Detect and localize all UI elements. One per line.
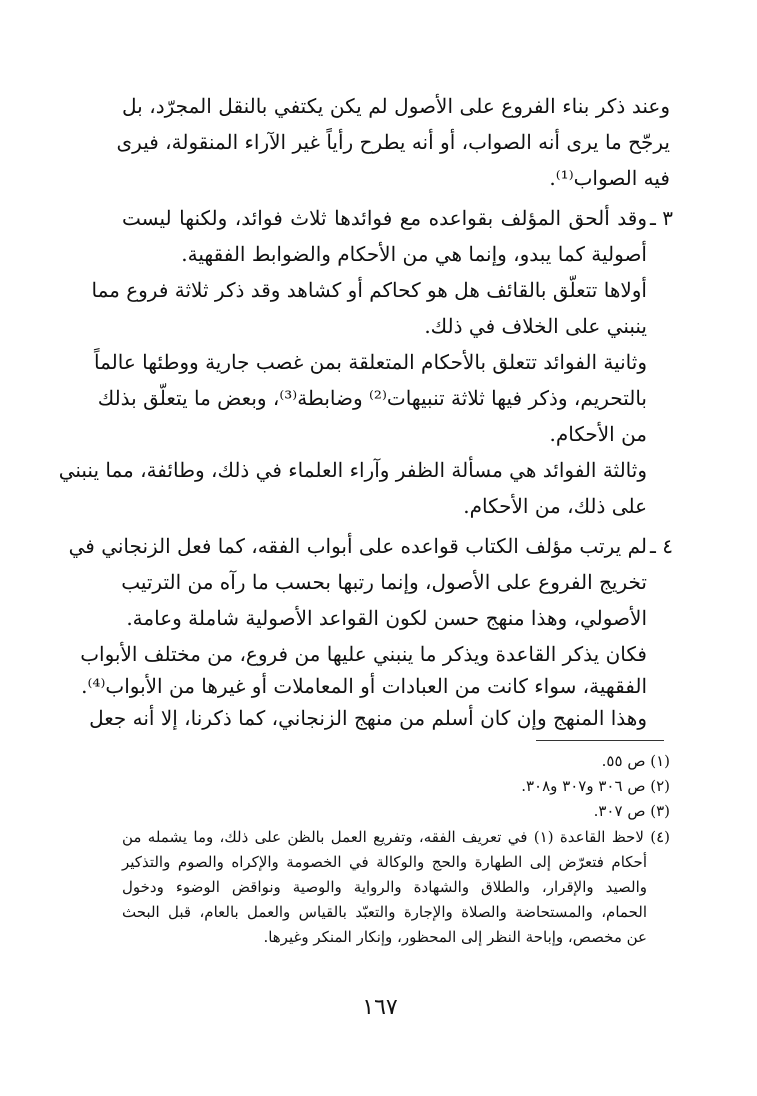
footnote-separator [536, 740, 664, 741]
body-line: أولاها تتعلّق بالقائف هل هو كحاكم أو كشاهد وقد ذكر ثلاثة فروع مما [91, 278, 647, 302]
footnote-cont: الحمام، والمستحاضة والصلاة والإجارة والتعبّد بالقياس والعمل بالعام، قبل البحث [122, 903, 647, 921]
item-number: ٤ ـ [650, 534, 673, 558]
body-line: الفقهية، سواء كانت من العبادات أو المعاملات أو غيرها من الأبواب⁽⁴⁾. [81, 674, 647, 698]
body-line: من الأحكام. [549, 422, 647, 446]
body-line: وثالثة الفوائد هي مسألة الظفر وآراء العلماء في ذلك، وطائفة، مما ينبني [58, 458, 647, 482]
body-line: أصولية كما يبدو، وإنما هي من الأحكام والضوابط الفقهية. [181, 242, 647, 266]
body-line: فيه الصواب⁽¹⁾. [549, 166, 670, 190]
footnote: (٤) لاحظ القاعدة (١) في تعريف الفقه، وتفريع العمل بالظن على ذلك، وما يشمله من [122, 828, 670, 846]
page-number: ١٦٧ [362, 995, 398, 1020]
body-line: الأصولي، وهذا منهج حسن لكون القواعد الأصولية شاملة وعامة. [126, 606, 647, 630]
body-line: لم يرتب مؤلف الكتاب قواعده على أبواب الفقه، كما فعل الزنجاني في [68, 534, 647, 558]
body-line: وهذا المنهج وإن كان أسلم من منهج الزنجاني، كما ذكرنا، إلا أنه جعل [89, 706, 647, 730]
body-line: فكان يذكر القاعدة ويذكر ما ينبني عليها من فروع، من مختلف الأبواب [80, 642, 647, 666]
footnote: (٣) ص ٣٠٧. [593, 802, 670, 820]
footnote: (١) ص ٥٥. [601, 752, 670, 770]
body-line: وقد ألحق المؤلف بقواعده مع فوائدها ثلاث فوائد، ولكنها ليست [122, 206, 647, 230]
body-line: وثانية الفوائد تتعلق بالأحكام المتعلقة بمن غصب جارية ووطئها عالماً [94, 350, 647, 374]
body-line: بالتحريم، وذكر فيها ثلاثة تنبيهات⁽²⁾ وضابطة⁽³⁾، وبعض ما يتعلّق بذلك [97, 386, 647, 410]
footnote-cont: والصيد والإقرار، والطلاق والشهادة والرواية والوصية ونواقض الوضوء ودخول [122, 878, 647, 896]
body-line: يرجّح ما يرى أنه الصواب، أو أنه يطرح رأياً غير الآراء المنقولة، فيرى [116, 130, 670, 154]
footnote: (٢) ص ٣٠٦ و٣٠٧ و٣٠٨. [521, 777, 670, 795]
footnote-cont: أحكام فتعرّض إلى الطهارة والحج والوكالة في الخصومة والإكراه والصوم والتذكير [122, 853, 647, 871]
item-number: ٣ ـ [650, 206, 673, 230]
footnote-cont: عن مخصص، وإباحة النظر إلى المحظور، وإنكار المنكر وغيرها. [263, 928, 647, 946]
body-line: على ذلك، من الأحكام. [463, 494, 647, 518]
body-line: تخريج الفروع على الأصول، وإنما رتبها بحسب ما رآه من الترتيب [121, 570, 647, 594]
body-line: ينبني على الخلاف في ذلك. [424, 314, 647, 338]
body-line: وعند ذكر بناء الفروع على الأصول لم يكن يكتفي بالنقل المجرّد، بل [122, 94, 670, 118]
